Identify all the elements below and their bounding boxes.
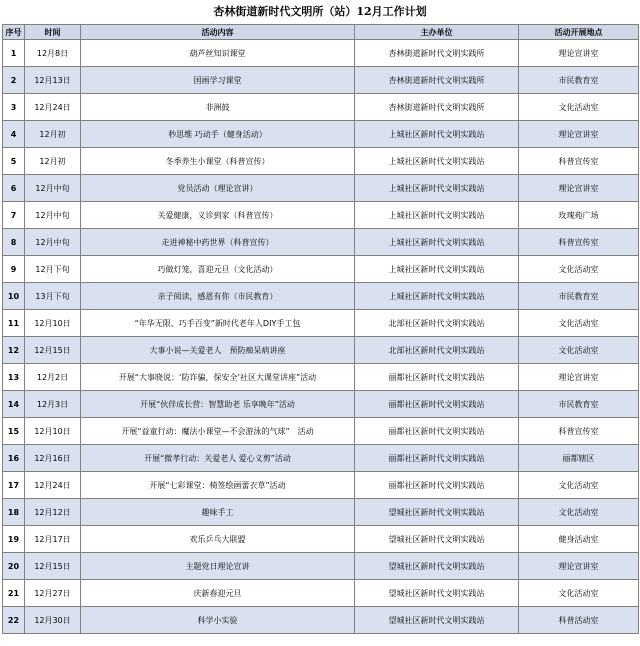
table-row bbox=[3, 148, 639, 175]
table-row bbox=[3, 391, 639, 418]
cell-host: 丽都社区新时代文明实践站 bbox=[355, 472, 519, 499]
cell-time: 12月30日 bbox=[25, 607, 81, 634]
cell-no: 18 bbox=[3, 499, 25, 526]
cell-time: 12月12日 bbox=[25, 499, 81, 526]
cell-no: 7 bbox=[3, 202, 25, 229]
cell-time: 12月24日 bbox=[25, 472, 81, 499]
table-row bbox=[3, 175, 639, 202]
table-row bbox=[3, 256, 639, 283]
cell-time: 12月10日 bbox=[25, 310, 81, 337]
table-row bbox=[3, 472, 639, 499]
cell-time: 12月24日 bbox=[25, 94, 81, 121]
cell-host: 望城社区新时代文明实践站 bbox=[355, 526, 519, 553]
cell-host: 杏林街道新时代文明实践所 bbox=[355, 40, 519, 67]
cell-content: 亲子阅读，感恩有你（市民教育） bbox=[81, 283, 355, 310]
cell-host: 望城社区新时代文明实践站 bbox=[355, 499, 519, 526]
cell-time: 12月3日 bbox=[25, 391, 81, 418]
cell-content: “年华无限、巧手百变”新时代老年人DIY手工包 bbox=[81, 310, 355, 337]
cell-time: 12月下旬 bbox=[25, 256, 81, 283]
table-row bbox=[3, 580, 639, 607]
cell-place: 理论宣讲室 bbox=[519, 40, 639, 67]
cell-no: 10 bbox=[3, 283, 25, 310]
table-row bbox=[3, 607, 639, 634]
cell-time: 12月15日 bbox=[25, 553, 81, 580]
column-header-time: 时间 bbox=[25, 25, 81, 40]
cell-no: 22 bbox=[3, 607, 25, 634]
cell-place: 理论宣讲室 bbox=[519, 553, 639, 580]
table-row bbox=[3, 364, 639, 391]
cell-host: 上城社区新时代文明实践站 bbox=[355, 202, 519, 229]
cell-no: 19 bbox=[3, 526, 25, 553]
cell-content: 葫芦丝知识课堂 bbox=[81, 40, 355, 67]
cell-host: 杏林街道新时代文明实践所 bbox=[355, 67, 519, 94]
cell-content: 冬季养生小课堂（科普宣传） bbox=[81, 148, 355, 175]
table-row bbox=[3, 229, 639, 256]
cell-place: 科普宣传室 bbox=[519, 148, 639, 175]
cell-place: 玫瑰苑广场 bbox=[519, 202, 639, 229]
cell-no: 20 bbox=[3, 553, 25, 580]
table-row bbox=[3, 553, 639, 580]
table-row bbox=[3, 310, 639, 337]
table-row bbox=[3, 418, 639, 445]
cell-time: 12月初 bbox=[25, 148, 81, 175]
cell-place: 理论宣讲室 bbox=[519, 364, 639, 391]
cell-no: 6 bbox=[3, 175, 25, 202]
table-row bbox=[3, 121, 639, 148]
page-title: 杏林街道新时代文明所（站）12月工作计划 bbox=[213, 5, 427, 18]
column-header-host: 主办单位 bbox=[355, 25, 519, 40]
cell-place: 市民教育室 bbox=[519, 67, 639, 94]
cell-content: 国画学习课堂 bbox=[81, 67, 355, 94]
table-row bbox=[3, 499, 639, 526]
cell-time: 12月13日 bbox=[25, 67, 81, 94]
cell-host: 丽都社区新时代文明实践站 bbox=[355, 364, 519, 391]
cell-no: 13 bbox=[3, 364, 25, 391]
cell-content: 开展“伙伴成长营：智慧助老 乐享晚年”活动 bbox=[81, 391, 355, 418]
table-body bbox=[3, 40, 639, 634]
cell-host: 上城社区新时代文明实践站 bbox=[355, 229, 519, 256]
cell-place: 科普宣传室 bbox=[519, 418, 639, 445]
cell-content: 科学小实验 bbox=[81, 607, 355, 634]
cell-content: 秒思维 巧动手（健身活动） bbox=[81, 121, 355, 148]
cell-place: 科普宣传室 bbox=[519, 229, 639, 256]
cell-time: 12月17日 bbox=[25, 526, 81, 553]
cell-place: 理论宣讲室 bbox=[519, 121, 639, 148]
cell-time: 12月15日 bbox=[25, 337, 81, 364]
cell-host: 北部社区新时代文明实践站 bbox=[355, 337, 519, 364]
cell-host: 上城社区新时代文明实践站 bbox=[355, 283, 519, 310]
cell-host: 丽都社区新时代文明实践站 bbox=[355, 418, 519, 445]
column-header-no: 序号 bbox=[3, 25, 25, 40]
cell-time: 12月中旬 bbox=[25, 229, 81, 256]
cell-content: 大事小说—关爱老人 预防痴呆病讲座 bbox=[81, 337, 355, 364]
cell-content: 开展“微孝行动：关爱老人 爱心义剪”活动 bbox=[81, 445, 355, 472]
cell-no: 3 bbox=[3, 94, 25, 121]
cell-no: 14 bbox=[3, 391, 25, 418]
cell-host: 上城社区新时代文明实践站 bbox=[355, 256, 519, 283]
cell-no: 11 bbox=[3, 310, 25, 337]
cell-content: 主题党日理论宣讲 bbox=[81, 553, 355, 580]
cell-time: 12月16日 bbox=[25, 445, 81, 472]
cell-content: 开展“七彩课堂：椅签绘画蕾衣草”活动 bbox=[81, 472, 355, 499]
cell-place: 文化活动室 bbox=[519, 499, 639, 526]
cell-time: 12月10日 bbox=[25, 418, 81, 445]
cell-place: 文化活动室 bbox=[519, 256, 639, 283]
cell-host: 望城社区新时代文明实践站 bbox=[355, 580, 519, 607]
cell-content: 趣味手工 bbox=[81, 499, 355, 526]
cell-time: 13月下旬 bbox=[25, 283, 81, 310]
cell-no: 5 bbox=[3, 148, 25, 175]
table-row bbox=[3, 202, 639, 229]
cell-place: 文化活动室 bbox=[519, 94, 639, 121]
table-row bbox=[3, 445, 639, 472]
cell-content: 巧做灯笼，喜迎元旦（文化活动） bbox=[81, 256, 355, 283]
column-header-content: 活动内容 bbox=[81, 25, 355, 40]
table-row bbox=[3, 94, 639, 121]
cell-no: 2 bbox=[3, 67, 25, 94]
cell-host: 上城社区新时代文明实践站 bbox=[355, 175, 519, 202]
table-row bbox=[3, 40, 639, 67]
cell-content: 开展“大事晓说：‘防诈骗，保安全’社区大课堂讲座”活动 bbox=[81, 364, 355, 391]
cell-time: 12月27日 bbox=[25, 580, 81, 607]
cell-host: 丽都社区新时代文明实践站 bbox=[355, 445, 519, 472]
cell-time: 12月2日 bbox=[25, 364, 81, 391]
cell-host: 杏林街道新时代文明实践所 bbox=[355, 94, 519, 121]
cell-no: 15 bbox=[3, 418, 25, 445]
table-row bbox=[3, 67, 639, 94]
table-row bbox=[3, 337, 639, 364]
cell-no: 12 bbox=[3, 337, 25, 364]
cell-time: 12月8日 bbox=[25, 40, 81, 67]
cell-host: 上城社区新时代文明实践站 bbox=[355, 121, 519, 148]
column-header-place: 活动开展地点 bbox=[519, 25, 639, 40]
cell-host: 望城社区新时代文明实践站 bbox=[355, 607, 519, 634]
cell-content: 庆新春迎元旦 bbox=[81, 580, 355, 607]
table-header-row bbox=[3, 25, 639, 40]
table-row bbox=[3, 526, 639, 553]
cell-content: 非洲鼓 bbox=[81, 94, 355, 121]
cell-no: 17 bbox=[3, 472, 25, 499]
cell-content: 欢乐乒乓大联盟 bbox=[81, 526, 355, 553]
cell-place: 文化活动室 bbox=[519, 310, 639, 337]
cell-time: 12月中旬 bbox=[25, 175, 81, 202]
work-plan-table bbox=[2, 24, 639, 634]
cell-content: 关爱健康，义诊到家（科普宣传） bbox=[81, 202, 355, 229]
cell-place: 市民教育室 bbox=[519, 391, 639, 418]
cell-place: 理论宣讲室 bbox=[519, 175, 639, 202]
cell-time: 12月中旬 bbox=[25, 202, 81, 229]
cell-host: 丽都社区新时代文明实践站 bbox=[355, 391, 519, 418]
cell-no: 16 bbox=[3, 445, 25, 472]
cell-no: 4 bbox=[3, 121, 25, 148]
cell-place: 科普活动室 bbox=[519, 607, 639, 634]
cell-content: 党员活动（理论宣讲） bbox=[81, 175, 355, 202]
cell-place: 文化活动室 bbox=[519, 472, 639, 499]
cell-place: 文化活动室 bbox=[519, 580, 639, 607]
cell-no: 21 bbox=[3, 580, 25, 607]
cell-no: 1 bbox=[3, 40, 25, 67]
cell-no: 9 bbox=[3, 256, 25, 283]
cell-time: 12月初 bbox=[25, 121, 81, 148]
cell-content: 开展“益童行动：魔法小课堂—不会游泳的气球” 活动 bbox=[81, 418, 355, 445]
cell-place: 丽都辖区 bbox=[519, 445, 639, 472]
cell-place: 市民教育室 bbox=[519, 283, 639, 310]
cell-host: 北部社区新时代文明实践站 bbox=[355, 310, 519, 337]
table-row bbox=[3, 283, 639, 310]
cell-host: 望城社区新时代文明实践站 bbox=[355, 553, 519, 580]
cell-no: 8 bbox=[3, 229, 25, 256]
cell-place: 健身活动室 bbox=[519, 526, 639, 553]
cell-content: 走进神秘中药世界（科普宣传） bbox=[81, 229, 355, 256]
cell-host: 上城社区新时代文明实践站 bbox=[355, 148, 519, 175]
cell-place: 文化活动室 bbox=[519, 337, 639, 364]
